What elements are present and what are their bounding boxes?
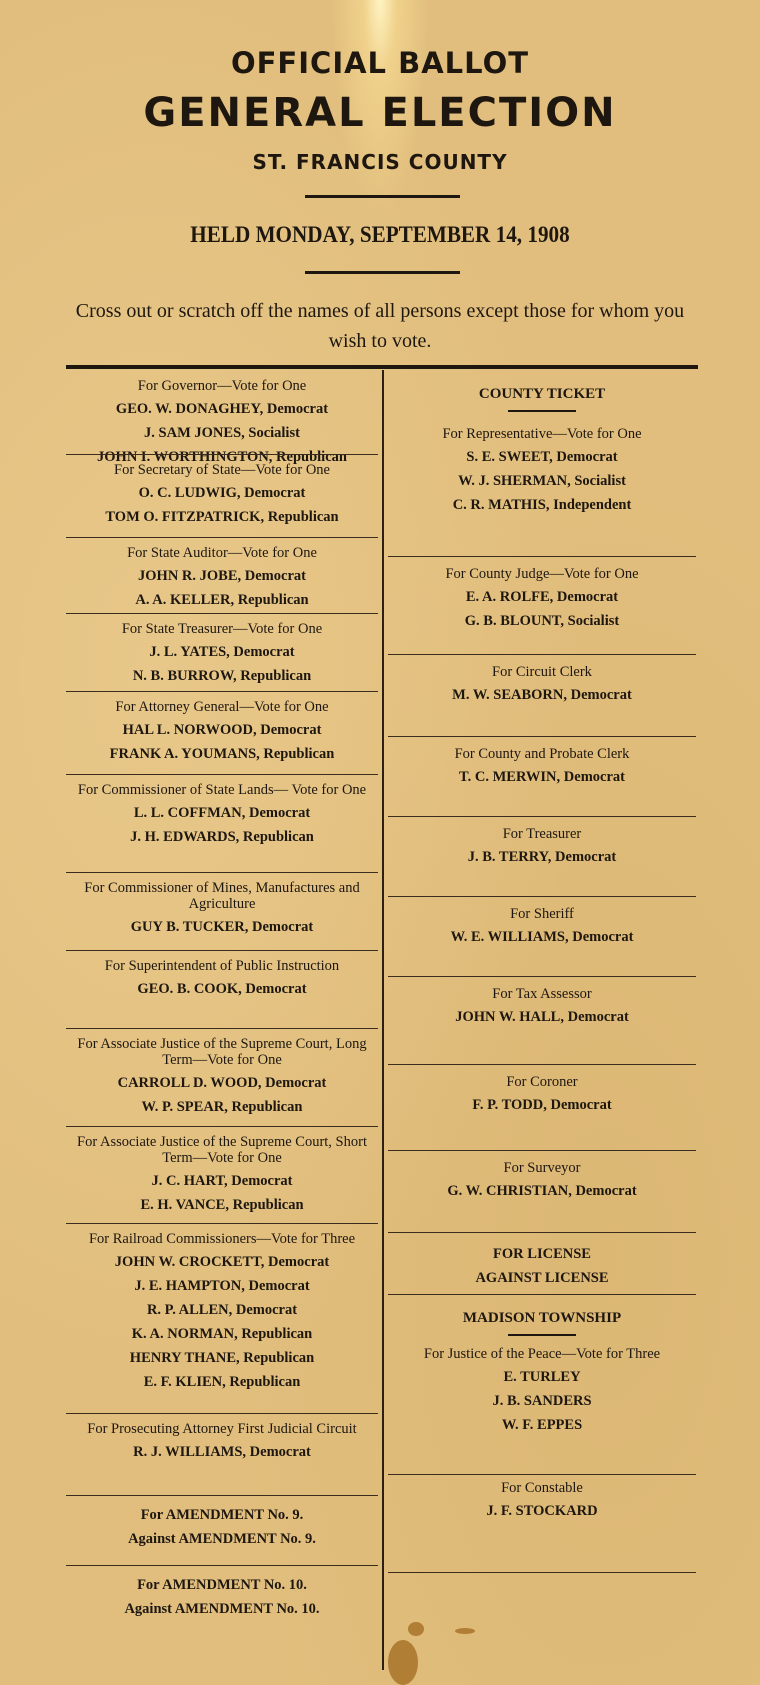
race-title: For Commissioner of Mines, Manufactures and Agriculture	[84, 880, 360, 912]
candidate-name[interactable]: GEO. B. COOK, Democrat	[137, 981, 307, 997]
column-divider	[382, 370, 384, 1670]
race-title: For County and Probate Clerk	[454, 746, 630, 762]
instructions-divider	[66, 365, 698, 369]
candidate-name[interactable]: G. B. BLOUNT, Socialist	[464, 613, 620, 629]
ballot-race	[66, 539, 378, 615]
candidate-name[interactable]: CARROLL D. WOOD, Democrat	[117, 1075, 327, 1091]
candidate-name[interactable]: HENRY THANE, Republican	[129, 1350, 315, 1366]
ballot-race	[388, 1066, 696, 1152]
candidate-name[interactable]: J. SAM JONES, Socialist	[144, 425, 300, 441]
ballot-race	[66, 776, 378, 874]
race-divider	[388, 1294, 696, 1296]
race-title: For Circuit Clerk	[492, 664, 592, 680]
race-title: For State Auditor—Vote for One	[127, 545, 317, 561]
header-divider	[305, 195, 460, 198]
ballot-race	[388, 1152, 696, 1234]
election-title: GENERAL ELECTION	[143, 90, 617, 136]
ballot-race	[66, 1567, 378, 1629]
candidate-name[interactable]: J. E. HAMPTON, Democrat	[134, 1278, 310, 1294]
race-title: For Constable	[501, 1480, 583, 1496]
race-title: For Associate Justice of the Supreme Court, Short Term—Vote for One	[77, 1134, 367, 1166]
ballot-race	[66, 1225, 378, 1415]
candidate-name[interactable]: J. L. YATES, Democrat	[149, 644, 295, 660]
ballot-race	[388, 1342, 696, 1476]
candidate-name[interactable]: A. A. KELLER, Republican	[135, 592, 309, 608]
ballot-race	[388, 1476, 696, 1574]
section-divider	[508, 410, 576, 412]
ballot-race	[66, 1497, 378, 1567]
candidate-name[interactable]: E. TURLEY	[503, 1369, 581, 1385]
candidate-name[interactable]: S. E. SWEET, Democrat	[466, 449, 618, 465]
ballot-race	[388, 978, 696, 1066]
water-stain	[408, 1622, 424, 1636]
candidate-name[interactable]: F. P. TODD, Democrat	[472, 1097, 612, 1113]
candidate-name[interactable]: O. C. LUDWIG, Democrat	[138, 485, 306, 501]
candidate-name[interactable]: W. P. SPEAR, Republican	[141, 1099, 303, 1115]
race-title: For Surveyor	[503, 1160, 581, 1176]
candidate-name[interactable]: JOHN I. WORTHINGTON, Republican	[97, 449, 347, 465]
candidate-name[interactable]: R. P. ALLEN, Democrat	[146, 1302, 298, 1318]
candidate-name[interactable]: W. J. SHERMAN, Socialist	[458, 473, 626, 489]
candidate-name[interactable]: E. F. KLIEN, Republican	[143, 1374, 301, 1390]
candidate-name[interactable]: N. B. BURROW, Republican	[132, 668, 312, 684]
ballot-race	[388, 738, 696, 818]
ballot-race	[388, 558, 696, 656]
candidate-name[interactable]: FRANK A. YOUMANS, Republican	[109, 746, 335, 762]
state-ticket-column	[66, 372, 378, 1629]
candidate-name[interactable]: J. B. SANDERS	[492, 1393, 592, 1409]
candidate-name[interactable]: JOHN R. JOBE, Democrat	[138, 568, 306, 584]
race-title: For Tax Assessor	[492, 986, 592, 1002]
candidate-name[interactable]: C. R. MATHIS, Independent	[452, 497, 632, 513]
ballot-race	[66, 874, 378, 952]
candidate-name[interactable]: W. F. EPPES	[501, 1417, 583, 1433]
candidate-name[interactable]: TOM O. FITZPATRICK, Republican	[105, 509, 339, 525]
race-title: For Sheriff	[510, 906, 574, 922]
candidate-name[interactable]: K. A. NORMAN, Republican	[131, 1326, 313, 1342]
candidate-name[interactable]: W. E. WILLIAMS, Democrat	[450, 929, 634, 945]
ballot-race	[66, 1030, 378, 1128]
race-title: For Railroad Commissioners—Vote for Three	[88, 1231, 356, 1247]
candidate-name[interactable]: J. C. HART, Democrat	[151, 1173, 293, 1189]
voting-instructions: Cross out or scratch off the names of all persons except those for whom you wish to vote.	[75, 300, 685, 352]
county-name: ST. FRANCIS COUNTY	[252, 150, 508, 174]
ballot-race	[388, 656, 696, 738]
candidate-name[interactable]: HAL L. NORWOOD, Democrat	[122, 722, 322, 738]
race-title: For Justice of the Peace—Vote for Three	[423, 1346, 661, 1362]
ballot-race	[388, 418, 696, 558]
candidate-name[interactable]: GEO. W. DONAGHEY, Democrat	[115, 401, 329, 417]
race-title: For Superintendent of Public Instruction	[104, 958, 340, 974]
candidate-name[interactable]: E. H. VANCE, Republican	[140, 1197, 304, 1213]
township-heading: MADISON TOWNSHIP	[462, 1310, 622, 1326]
ballot-race	[66, 693, 378, 776]
water-stain	[455, 1628, 475, 1634]
section-divider	[508, 1334, 576, 1336]
ballot-race	[66, 615, 378, 693]
race-title: For Representative—Vote for One	[442, 426, 642, 442]
candidate-name[interactable]: Against AMENDMENT No. 9.	[128, 1531, 316, 1547]
candidate-name[interactable]: E. A. ROLFE, Democrat	[465, 589, 619, 605]
candidate-name[interactable]: For AMENDMENT No. 9.	[140, 1507, 304, 1523]
candidate-name[interactable]: JOHN W. HALL, Democrat	[455, 1009, 629, 1025]
ballot-title: OFFICIAL BALLOT	[230, 46, 530, 80]
ballot-race	[66, 456, 378, 539]
candidate-name[interactable]: Against AMENDMENT No. 10.	[124, 1601, 320, 1617]
candidate-name[interactable]: For AMENDMENT No. 10.	[137, 1577, 307, 1593]
race-title: For Associate Justice of the Supreme Court, Long Term—Vote for One	[77, 1036, 367, 1068]
race-title: For Treasurer	[502, 826, 582, 842]
candidate-name[interactable]: G. W. CHRISTIAN, Democrat	[447, 1183, 637, 1199]
race-title: For State Treasurer—Vote for One	[121, 621, 323, 637]
header-divider	[305, 271, 460, 274]
candidate-name[interactable]: M. W. SEABORN, Democrat	[452, 687, 632, 703]
race-title: For Governor—Vote for One	[137, 378, 307, 394]
ballot-race	[388, 818, 696, 898]
ballot-race	[388, 898, 696, 978]
county-ticket-column	[388, 372, 696, 1574]
ballot-race	[66, 952, 378, 1030]
race-divider	[388, 1572, 696, 1574]
candidate-name[interactable]: R. J. WILLIAMS, Democrat	[133, 1444, 311, 1460]
candidate-name[interactable]: GUY B. TUCKER, Democrat	[130, 919, 314, 935]
election-date: HELD MONDAY, SEPTEMBER 14, 1908	[190, 222, 570, 247]
race-title: For Secretary of State—Vote for One	[114, 462, 330, 478]
county-ticket-heading: COUNTY TICKET	[478, 386, 606, 402]
candidate-name[interactable]: J. H. EDWARDS, Republican	[130, 829, 314, 845]
candidate-name[interactable]: AGAINST LICENSE	[475, 1270, 609, 1286]
water-stain	[388, 1640, 418, 1685]
ballot-race	[66, 1128, 378, 1225]
candidate-name[interactable]: J. B. TERRY, Democrat	[467, 849, 617, 865]
ballot-race	[66, 372, 378, 465]
race-title: For Coroner	[506, 1074, 578, 1090]
race-title: For Attorney General—Vote for One	[115, 699, 329, 715]
race-title: For Prosecuting Attorney First Judicial Circuit	[87, 1421, 357, 1437]
candidate-name[interactable]: J. F. STOCKARD	[486, 1503, 598, 1519]
candidate-name[interactable]: T. C. MERWIN, Democrat	[459, 769, 625, 785]
candidate-name[interactable]: FOR LICENSE	[493, 1246, 591, 1262]
ballot-race	[388, 1234, 696, 1296]
race-title: For Commissioner of State Lands— Vote for One	[77, 782, 367, 798]
candidate-name[interactable]: JOHN W. CROCKETT, Democrat	[114, 1254, 330, 1270]
candidate-name[interactable]: L. L. COFFMAN, Democrat	[133, 805, 311, 821]
race-title: For County Judge—Vote for One	[445, 566, 639, 582]
ballot-race	[66, 1415, 378, 1497]
